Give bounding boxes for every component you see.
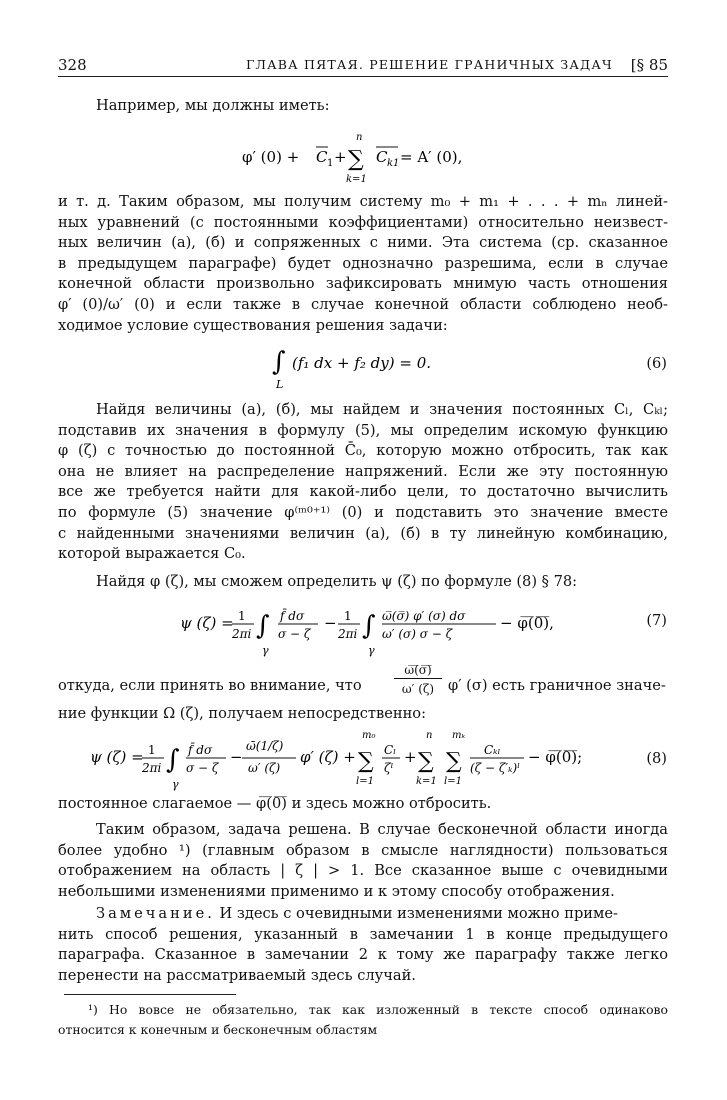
eq8-sum1-sign: ∑ <box>358 749 374 774</box>
text-line: с найденными значениями величин (а), (б) в ту линейную комбинацию, <box>58 524 668 542</box>
eq7-integral-sign: ∫ <box>256 611 270 641</box>
text-fragment: откуда, если принять во внимание, что <box>58 677 362 694</box>
eq8-f1-den: σ − ζ <box>186 761 219 775</box>
text-line: Таким образом, задача решена. В случае бесконечной области иногда <box>96 821 668 838</box>
text-line-with-fraction <box>58 664 668 702</box>
eq7-integral-sign-2: ∫ <box>362 611 376 641</box>
section-marker: [§ 85 <box>630 56 668 74</box>
eq6-integral-sign: ∫ <box>272 347 286 377</box>
eq7-contour: γ <box>262 644 269 657</box>
equation-1 <box>240 130 500 188</box>
equation-8 <box>88 726 608 792</box>
eq8-sum1-top: m₀ <box>362 730 376 741</box>
paragraph-constants <box>58 400 668 565</box>
equation-7-number: (7) <box>646 612 667 629</box>
eq1-lhs: φ′ (0) + <box>242 148 300 166</box>
running-title: ГЛАВА ПЯТАЯ. РЕШЕНИЕ ГРАНИЧНЫХ ЗАДАЧ <box>246 57 613 72</box>
text-line: ных уравнений (с постоянными коэффициентами) относительно неизвест- <box>58 213 668 231</box>
eq8-term1-num: Cₗ <box>384 743 397 757</box>
footnote-line: ¹) Но вовсе не обязательно, так как изложенный в тексте способ одинаково <box>88 1002 668 1017</box>
eq7-f2-den: ω′ (σ) σ − ζ <box>382 627 453 641</box>
remark-label: Замечание. <box>96 905 215 922</box>
footnote <box>58 1000 668 1040</box>
text-line: ние функции Ω (ζ), получаем непосредственно: <box>58 705 426 722</box>
running-header <box>58 56 668 77</box>
text-line: ходимое условие существования решения задачи: <box>58 316 448 334</box>
text-line: более удобно ¹) (главным образом в смысле наглядности) пользоваться <box>58 841 668 859</box>
eq8-sum3-sign: ∑ <box>446 749 462 774</box>
footnote-line: относится к конечным и бесконечным областям <box>58 1022 378 1037</box>
eq8-sum3-top: mₖ <box>452 730 466 741</box>
equation-7 <box>178 598 558 660</box>
eq1-sum-bottom: k=1 <box>346 174 367 185</box>
eq7-lhs: ψ (ζ) = <box>180 614 234 632</box>
eq7-frac1-den: 2πi <box>232 627 252 641</box>
text-line: по формуле (5) значение φ⁽ᵐ⁰⁺¹⁾ (0) и подставить это значение вместе <box>58 503 668 521</box>
eq8-contour: γ <box>172 778 179 791</box>
paragraph-remark <box>58 904 668 986</box>
eq8-term1-den: ζˡ <box>384 761 394 775</box>
paragraph-intro: Например, мы должны иметь: <box>96 97 330 114</box>
text-line: и т. д. Таким образом, мы получим систему m₀ + m₁ + . . . + mₙ линей- <box>58 193 668 210</box>
eq6-contour: L <box>276 378 284 391</box>
eq8-f1-num: f̄ dσ <box>188 743 213 757</box>
text-fragment: φ′ (σ) есть граничное значе- <box>448 677 666 694</box>
eq8-lhs: ψ (ζ) = <box>90 748 144 766</box>
eq8-minus: − <box>230 748 243 766</box>
inline-fraction-den: ω′ (ζ) <box>401 682 435 696</box>
text-line: подставив их значения в формулу (5), мы определим искомую функцию <box>58 421 668 439</box>
text-line: в предыдущем параграфе) будет однозначно разрешима, если в случае <box>58 254 668 272</box>
eq1-ck: C <box>376 148 388 166</box>
eq7-minus: − <box>324 614 337 632</box>
paragraph-constant-term: постоянное слагаемое — φ̅(̅0̅)̅ и здесь можно отбросить. <box>58 795 492 812</box>
eq8-omega-num: ω̄(1/ζ) <box>246 739 284 753</box>
eq8-frac1-den: 2πi <box>142 761 162 775</box>
eq8-omega-den: ω′ (ζ) <box>248 761 281 775</box>
eq8-sum2-top: n <box>426 730 433 741</box>
eq1-plus: + <box>334 148 347 166</box>
eq8-term2-den: (ζ − ζ′ₖ)ˡ <box>470 761 521 775</box>
footnote-divider <box>64 994 236 995</box>
paragraph-system <box>58 192 668 336</box>
eq1-c1: C <box>316 148 328 166</box>
equation-6 <box>270 342 470 392</box>
text-line: φ′ (0)/ω′ (0) и если также в случае конечной области соблюдено необ- <box>58 295 668 313</box>
eq8-integral-sign: ∫ <box>166 745 180 775</box>
eq8-frac1-num: 1 <box>148 743 156 757</box>
eq1-ck-sub: k1 <box>387 158 400 169</box>
eq6-body: (f₁ dx + f₂ dy) = 0. <box>292 354 432 372</box>
eq8-sum3-bottom: l=1 <box>444 776 462 787</box>
text-line: которой выражается C₀. <box>58 545 246 563</box>
eq8-phi: φ′ (ζ) + <box>300 748 356 766</box>
text-line: все же требуется найти для какой-либо цели, то достаточно вычислить <box>58 483 668 501</box>
paragraph-infinite-domain <box>58 820 668 902</box>
eq7-frac1-num: 1 <box>238 609 246 623</box>
eq8-sum1-bottom: l=1 <box>356 776 374 787</box>
text-line: Найдя величины (а), (б), мы найдем и значения постоянных Cₗ, Cₖₗ; <box>96 401 668 418</box>
eq8-plus: + <box>404 748 417 766</box>
text-line: она не влияет на распределение напряжений. Если же эту постоянную <box>58 462 668 480</box>
inline-fraction-num: ω̅(̅σ̅)̅ <box>394 662 442 679</box>
text-line: конечной области произвольно зафиксировать мнимую часть отношения <box>58 275 668 293</box>
eq7-f2-num: ω̅(σ̅) φ′ (σ) dσ <box>382 609 466 623</box>
eq7-frac2-num: 1 <box>344 609 352 623</box>
eq7-frac2-den: 2πi <box>338 627 358 641</box>
eq1-sum-sign: ∑ <box>348 147 364 172</box>
eq1-rhs: = A′ (0), <box>400 148 463 166</box>
text-line: перенести на рассматриваемый здесь случай. <box>58 966 416 984</box>
equation-6-number: (6) <box>646 355 667 372</box>
eq7-contour-2: γ <box>368 644 375 657</box>
eq8-sum2-bottom: k=1 <box>416 776 437 787</box>
eq8-sum2-sign: ∑ <box>418 749 434 774</box>
eq7-f1-num: f̄ dσ <box>280 609 305 623</box>
eq8-tail: − φ̅(̅0̅)̅; <box>528 748 583 766</box>
text-line: отображением на область | ζ | > 1. Все сказанное выше с очевидными <box>58 862 668 880</box>
text-line: небольшими изменениями применимо и к этому способу отображения. <box>58 882 615 900</box>
text-fragment: И здесь с очевидными изменениями можно приме- <box>214 905 618 922</box>
text-line <box>58 904 668 925</box>
paragraph-psi: Найдя φ (ζ), мы сможем определить ψ (ζ) по формуле (8) § 78: <box>96 573 578 590</box>
eq8-term2-num: Cₖₗ <box>484 743 501 757</box>
eq1-c1-sub: 1 <box>327 158 334 169</box>
eq7-f1-den: σ − ζ <box>278 627 311 641</box>
eq7-tail: − φ̅(̅0̅)̅, <box>500 614 554 632</box>
text-line: нить способ решения, указанный в замечании 1 в конце предыдущего <box>58 925 668 943</box>
text-line: параграфа. Сказанное в замечании 2 к тому же параграфу также легко <box>58 946 668 964</box>
text-line: φ (ζ) с точностью до постоянной C̄₀, которую можно отбросить, так как <box>58 442 668 460</box>
equation-8-number: (8) <box>646 750 667 767</box>
eq1-sum-top: n <box>356 132 363 143</box>
paragraph-omega <box>58 664 668 725</box>
text-line: ных величин (а), (б) и сопряженных с ними. Эта система (ср. сказанное <box>58 234 668 252</box>
page-number: 328 <box>58 56 87 74</box>
